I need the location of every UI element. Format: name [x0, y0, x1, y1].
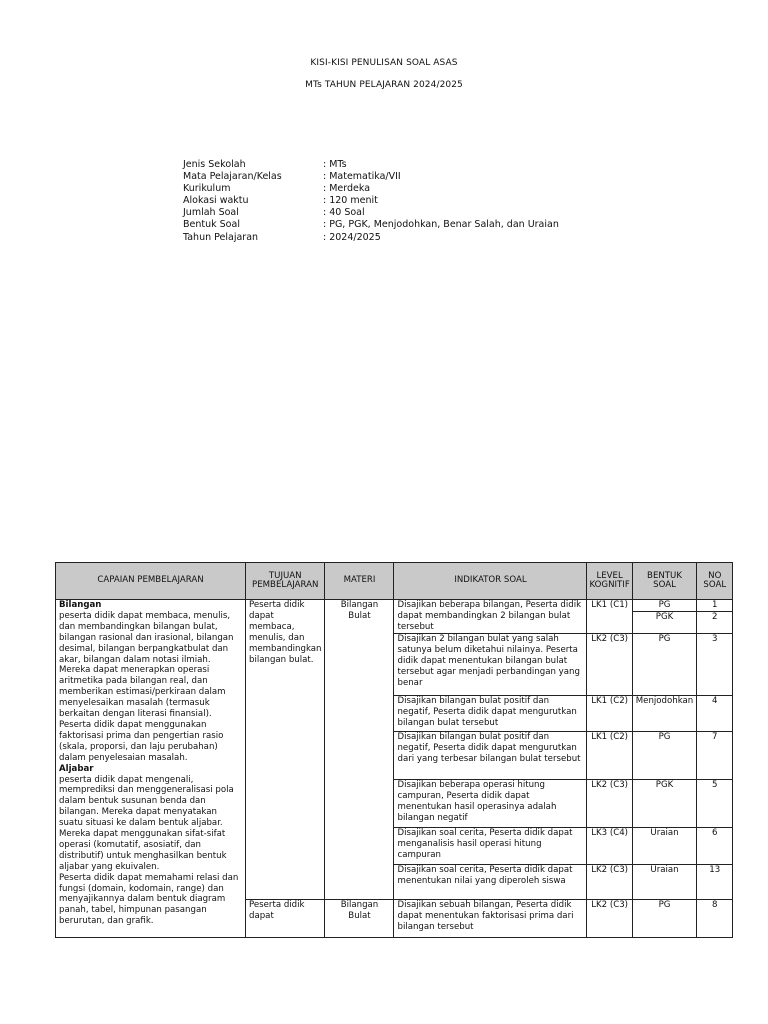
- header-bentuk: BENTUK SOAL: [632, 563, 697, 600]
- info-label: Alokasi waktu: [183, 195, 249, 207]
- cp-text-aljabar: peserta didik dapat mengenali, memprediksi dan menggeneralisasi pola dalam bentuk susunan benda dan bilangan. Mereka dapat menyatakan suatu situasi ke dalam bentuk aljabar. Mereka dapat menggunakan sifat-sifat operasi (komutatif, asosiatif, dan distributif) untuk menghasilkan bentuk aljabar yang ekuivalen.: [59, 774, 234, 872]
- school-info-block: [183, 159, 559, 244]
- level-cell: LK1 (C1): [587, 600, 632, 634]
- indikator-cell: Disajikan soal cerita, Peserta didik dapat menganalisis hasil operasi hitung campuran: [394, 827, 587, 864]
- cp-text-relasi: Peserta didik dapat memahami relasi dan fungsi (domain, kodomain, range) dan menyajikannya dalam bentuk diagram panah, tabel, himpunan pasangan berurutan, dan grafik.: [59, 872, 239, 927]
- level-cell: LK2 (C3): [587, 864, 632, 899]
- bentuk-cell: PG: [632, 600, 697, 612]
- no-cell: 8: [697, 899, 733, 937]
- no-cell: 13: [697, 864, 733, 899]
- info-row: [183, 232, 559, 244]
- indikator-cell: Disajikan bilangan bulat positif dan negatif, Peserta didik dapat mengurutkan bilangan bulat tersebut: [394, 695, 587, 731]
- level-cell: LK2 (C3): [587, 779, 632, 827]
- info-value: : 40 Soal: [323, 207, 365, 219]
- info-value: : MTs: [323, 159, 347, 170]
- info-value: : 120 menit: [323, 195, 378, 207]
- bentuk-cell: PGK: [632, 611, 697, 633]
- info-label: Kurikulum: [183, 183, 231, 195]
- materi-cell: Bilangan Bulat: [325, 899, 394, 937]
- info-label: Tahun Pelajaran: [183, 231, 259, 243]
- info-row: [183, 159, 559, 171]
- indikator-cell: Disajikan beberapa operasi hitung campuran, Peserta didik dapat menentukan hasil operasinya adalah bilangan negatif: [394, 779, 587, 827]
- kisi-kisi-table: [55, 562, 733, 938]
- info-value: : 2024/2025: [323, 231, 381, 243]
- indikator-cell: Disajikan bilangan bulat positif dan negatif, Peserta didik dapat mengurutkan dari yang terbesar bilangan bulat tersebut: [394, 731, 587, 779]
- capaian-cell: [56, 600, 246, 938]
- info-value: : Merdeka: [323, 183, 371, 195]
- header-materi: MATERI: [325, 563, 394, 600]
- cp-heading-bilangan: Bilangan: [59, 600, 102, 610]
- info-row: [183, 171, 559, 183]
- info-value: : PG, PGK, Menjodohkan, Benar Salah, dan Uraian: [323, 219, 559, 231]
- header-indikator: INDIKATOR SOAL: [394, 563, 587, 600]
- level-cell: LK2 (C3): [587, 633, 632, 695]
- level-cell: LK1 (C2): [587, 731, 632, 779]
- bentuk-cell: PGK: [632, 779, 697, 827]
- indikator-cell: Disajikan beberapa bilangan, Peserta didik dapat membandingkan 2 bilangan bulat tersebut: [394, 600, 587, 634]
- no-cell: 2: [697, 611, 733, 633]
- document-subtitle: MTs TAHUN PELAJARAN 2024/2025: [305, 80, 463, 90]
- info-label: Bentuk Soal: [183, 219, 240, 231]
- bentuk-cell: Uraian: [632, 827, 697, 864]
- level-cell: LK1 (C2): [587, 695, 632, 731]
- indikator-cell: Disajikan 2 bilangan bulat yang salah satunya belum diketahui nilainya. Peserta didik dapat menentukan bilangan bulat tersebut agar menjadi perbandingan yang benar: [394, 633, 587, 695]
- header-no: NO SOAL: [697, 563, 733, 600]
- no-cell: 4: [697, 695, 733, 731]
- level-cell: LK3 (C4): [587, 827, 632, 864]
- materi-cell: Bilangan Bulat: [325, 600, 394, 900]
- header-level: LEVEL KOGNITIF: [587, 563, 632, 600]
- cp-text-bilangan: peserta didik dapat membaca, menulis, dan membandingkan bilangan bulat, bilangan rasional dan irasional, bilangan desimal, bilangan berpangkatbulat dan akar, bilangan dalam notasi ilmiah. Mereka dapat menerapkan operasi aritmetika pada bilangan real, dan memberikan estimasi/perkiraan dalam menyelesaikan masalah (termasuk berkaitan dengan literasi finansial). Peserta didik dapat menggunakan faktorisasi prima dan pengertian rasio (skala, proporsi, dan laju perubahan) dalam penyelesaian masalah.: [59, 610, 234, 763]
- tujuan-cell: Peserta didik dapat membaca, menulis, dan membandingkan bilangan bulat.: [246, 600, 325, 900]
- no-cell: 1: [697, 600, 733, 612]
- info-value: : Matematika/VII: [323, 171, 401, 183]
- no-cell: 7: [697, 731, 733, 779]
- table-header-row: [56, 563, 733, 600]
- bentuk-cell: PG: [632, 633, 697, 695]
- bentuk-cell: Menjodohkan: [632, 695, 697, 731]
- info-row: [183, 219, 559, 231]
- bentuk-cell: Uraian: [632, 864, 697, 899]
- info-label: Jenis Sekolah: [183, 159, 246, 170]
- bentuk-cell: PG: [632, 899, 697, 937]
- level-cell: LK2 (C3): [587, 899, 632, 937]
- bentuk-cell: PG: [632, 731, 697, 779]
- no-cell: 5: [697, 779, 733, 827]
- table-row: [56, 600, 733, 612]
- no-cell: 3: [697, 633, 733, 695]
- info-label: Jumlah Soal: [183, 207, 239, 219]
- header-capaian: CAPAIAN PEMBELAJARAN: [56, 563, 246, 600]
- document-title: KISI-KISI PENULISAN SOAL ASAS: [310, 58, 458, 68]
- header-tujuan: TUJUAN PEMBELAJARAN: [246, 563, 325, 600]
- info-row: [183, 183, 559, 195]
- info-label: Mata Pelajaran/Kelas: [183, 171, 282, 183]
- info-row: [183, 207, 559, 219]
- no-cell: 6: [697, 827, 733, 864]
- cp-heading-aljabar: Aljabar: [59, 763, 94, 774]
- tujuan-cell: Peserta didik dapat: [246, 899, 325, 937]
- info-row: [183, 195, 559, 207]
- indikator-cell: Disajikan soal cerita, Peserta didik dapat menentukan nilai yang diperoleh siswa: [394, 864, 587, 899]
- indikator-cell: Disajikan sebuah bilangan, Peserta didik dapat menentukan faktorisasi prima dari bilangan tersebut: [394, 899, 587, 937]
